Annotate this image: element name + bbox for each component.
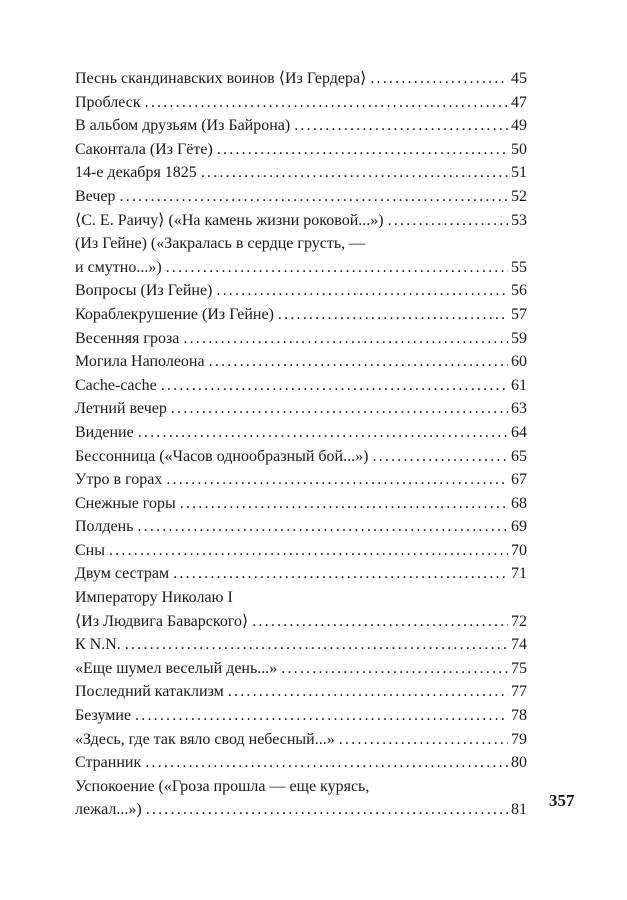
dot-leader — [388, 209, 508, 233]
toc-entry-page: 68 — [511, 494, 527, 512]
toc-entry-title: Утро в горах — [75, 471, 163, 489]
toc-entry — [75, 562, 527, 586]
dot-leader — [145, 751, 508, 775]
toc-entry — [75, 185, 527, 209]
toc-entry — [75, 350, 527, 374]
toc-entry-page: 65 — [511, 447, 527, 465]
toc-entry-title: Проблеск — [75, 93, 141, 111]
toc-entry-page: 63 — [511, 400, 527, 418]
toc-entry-title: Последний катаклизм — [75, 683, 224, 701]
toc-entry-line — [75, 562, 527, 586]
toc-entry-title: Императору Николаю I — [75, 589, 233, 607]
toc-entry-title: Бессонница («Часов однообразный бой...») — [75, 447, 369, 465]
toc-entry-title: Безумие — [75, 707, 132, 725]
toc-entry-page: 56 — [511, 282, 527, 300]
dot-leader — [161, 374, 508, 398]
toc-entry-line — [75, 256, 527, 280]
toc-entry — [75, 704, 527, 728]
dot-leader — [201, 161, 508, 185]
dot-leader — [217, 138, 508, 162]
toc-entry-title: К N.N. — [75, 636, 121, 654]
toc-entry-line — [75, 67, 527, 91]
toc-entry-page: 81 — [511, 801, 527, 819]
toc-entry-title: ⟨С. Е. Раичу⟩ («На камень жизни роковой...») — [75, 211, 384, 229]
toc-entry-line — [75, 728, 527, 752]
toc-entry-page: 51 — [511, 164, 527, 182]
toc-entry — [75, 445, 527, 469]
table-of-contents — [75, 67, 527, 822]
toc-entry-page: 50 — [511, 140, 527, 158]
toc-entry — [75, 515, 527, 539]
dot-leader — [135, 704, 508, 728]
toc-entry-line — [75, 421, 527, 445]
toc-entry-page: 79 — [511, 730, 527, 748]
toc-entry-line — [75, 610, 527, 634]
dot-leader — [125, 633, 508, 657]
toc-entry-title: Снежные горы — [75, 494, 176, 512]
toc-entry-page: 80 — [511, 754, 527, 772]
toc-entry-line — [75, 492, 527, 516]
toc-entry-title: «Еще шумел веселый день...» — [75, 659, 278, 677]
toc-entry — [75, 67, 527, 91]
dot-leader — [171, 397, 508, 421]
toc-entry-title: Видение — [75, 423, 134, 441]
toc-entry — [75, 586, 527, 633]
toc-entry-line — [75, 185, 527, 209]
toc-entry-line — [75, 445, 527, 469]
toc-entry — [75, 492, 527, 516]
dot-leader — [281, 657, 508, 681]
toc-entry-line — [75, 704, 527, 728]
toc-entry-line — [75, 539, 527, 563]
toc-entry-title: ⟨Из Людвига Баварского⟩ — [75, 612, 249, 630]
toc-entry — [75, 114, 527, 138]
toc-entry-title: «Здесь, где так вяло свод небесный...» — [75, 730, 335, 748]
dot-leader — [372, 445, 508, 469]
toc-entry-page: 64 — [511, 423, 527, 441]
toc-entry-title: Успокоение («Гроза прошла — еще курясь, — [75, 777, 370, 795]
toc-entry-title: Сны — [75, 541, 105, 559]
toc-entry — [75, 327, 527, 351]
toc-entry-line — [75, 138, 527, 162]
toc-entry-page: 77 — [511, 683, 527, 701]
toc-entry — [75, 303, 527, 327]
toc-entry-line — [75, 91, 527, 115]
dot-leader — [228, 680, 508, 704]
toc-entry — [75, 728, 527, 752]
toc-entry — [75, 539, 527, 563]
dot-leader — [183, 327, 508, 351]
toc-entry-line — [75, 303, 527, 327]
toc-entry-page: 71 — [511, 565, 527, 583]
toc-entry-page: 49 — [511, 117, 527, 135]
toc-entry-page: 57 — [511, 305, 527, 323]
toc-entry-page: 60 — [511, 353, 527, 371]
dot-leader — [252, 610, 508, 634]
toc-entry-page: 67 — [511, 471, 527, 489]
toc-entry — [75, 657, 527, 681]
toc-entry-title: лежал...») — [75, 801, 142, 819]
toc-entry-line — [75, 515, 527, 539]
toc-entry-title: Летний вечер — [75, 400, 167, 418]
dot-leader — [294, 114, 508, 138]
toc-entry-line — [75, 680, 527, 704]
toc-entry — [75, 468, 527, 492]
toc-entry — [75, 421, 527, 445]
toc-entry — [75, 775, 527, 822]
toc-entry-line — [75, 209, 527, 233]
toc-entry — [75, 397, 527, 421]
toc-entry-title: Cache-cache — [75, 376, 157, 394]
toc-entry — [75, 161, 527, 185]
dot-leader — [109, 539, 508, 563]
toc-entry-title: Песнь скандинавских воинов ⟨Из Гердера⟩ — [75, 70, 367, 87]
toc-entry — [75, 232, 527, 279]
toc-entry-line — [75, 114, 527, 138]
toc-entry-title: Двум сестрам — [75, 565, 170, 583]
toc-entry-line — [75, 798, 527, 822]
dot-leader — [137, 515, 508, 539]
toc-entry-title: Вечер — [75, 187, 116, 205]
dot-leader — [146, 798, 508, 822]
toc-entry-line — [75, 161, 527, 185]
toc-entry-page: 53 — [511, 211, 527, 229]
dot-leader — [173, 562, 508, 586]
dot-leader — [278, 303, 508, 327]
toc-entry — [75, 374, 527, 398]
toc-entry-page: 61 — [511, 376, 527, 394]
toc-entry-line — [75, 468, 527, 492]
dot-leader — [216, 279, 508, 303]
dot-leader — [166, 256, 508, 280]
toc-entry-title: и смутно...») — [75, 258, 162, 276]
page-number: 357 — [549, 791, 575, 810]
toc-entry-title: (Из Гейне) («Закралась в сердце грусть, — — [75, 235, 366, 253]
toc-entry-line — [75, 633, 527, 657]
toc-entry-title: Вопросы (Из Гейне) — [75, 282, 213, 300]
toc-entry — [75, 279, 527, 303]
toc-entry-page: 70 — [511, 541, 527, 559]
dot-leader — [145, 91, 508, 115]
toc-entry-title: В альбом друзьям (Из Байрона) — [75, 117, 291, 135]
toc-entry-line — [75, 751, 527, 775]
toc-entry-title: Полдень — [75, 518, 134, 536]
toc-entry-page: 69 — [511, 518, 527, 536]
toc-entry — [75, 91, 527, 115]
toc-entry-title: Кораблекрушение (Из Гейне) — [75, 305, 274, 323]
toc-entry-page: 75 — [511, 659, 527, 677]
toc-entry-title: 14-е декабря 1825 — [75, 164, 197, 182]
toc-entry-title: Саконтала (Из Гёте) — [75, 140, 213, 158]
dot-leader — [370, 67, 508, 91]
toc-entry-title: Весенняя гроза — [75, 329, 180, 347]
toc-entry-page: 52 — [511, 187, 527, 205]
toc-entry-line — [75, 350, 527, 374]
toc-entry-page: 47 — [511, 93, 527, 111]
toc-entry — [75, 680, 527, 704]
toc-entry — [75, 209, 527, 233]
toc-entry-line — [75, 279, 527, 303]
dot-leader — [209, 350, 508, 374]
toc-entry-line — [75, 327, 527, 351]
toc-entry-line — [75, 397, 527, 421]
dot-leader — [166, 468, 508, 492]
toc-entry-page: 45 — [511, 70, 527, 87]
toc-entry — [75, 138, 527, 162]
dot-leader — [138, 421, 508, 445]
toc-entry-page: 55 — [511, 258, 527, 276]
toc-entry — [75, 751, 527, 775]
dot-leader — [120, 185, 508, 209]
dot-leader — [180, 492, 508, 516]
toc-entry-line — [75, 657, 527, 681]
toc-entry-page: 74 — [511, 636, 527, 654]
toc-entry-page: 59 — [511, 329, 527, 347]
toc-entry-title: Могила Наполеона — [75, 353, 205, 371]
dot-leader — [339, 728, 508, 752]
toc-entry-line — [75, 374, 527, 398]
toc-entry-page: 78 — [511, 707, 527, 725]
toc-entry-title: Странник — [75, 754, 142, 772]
toc-entry-page: 72 — [511, 612, 527, 630]
toc-entry — [75, 633, 527, 657]
